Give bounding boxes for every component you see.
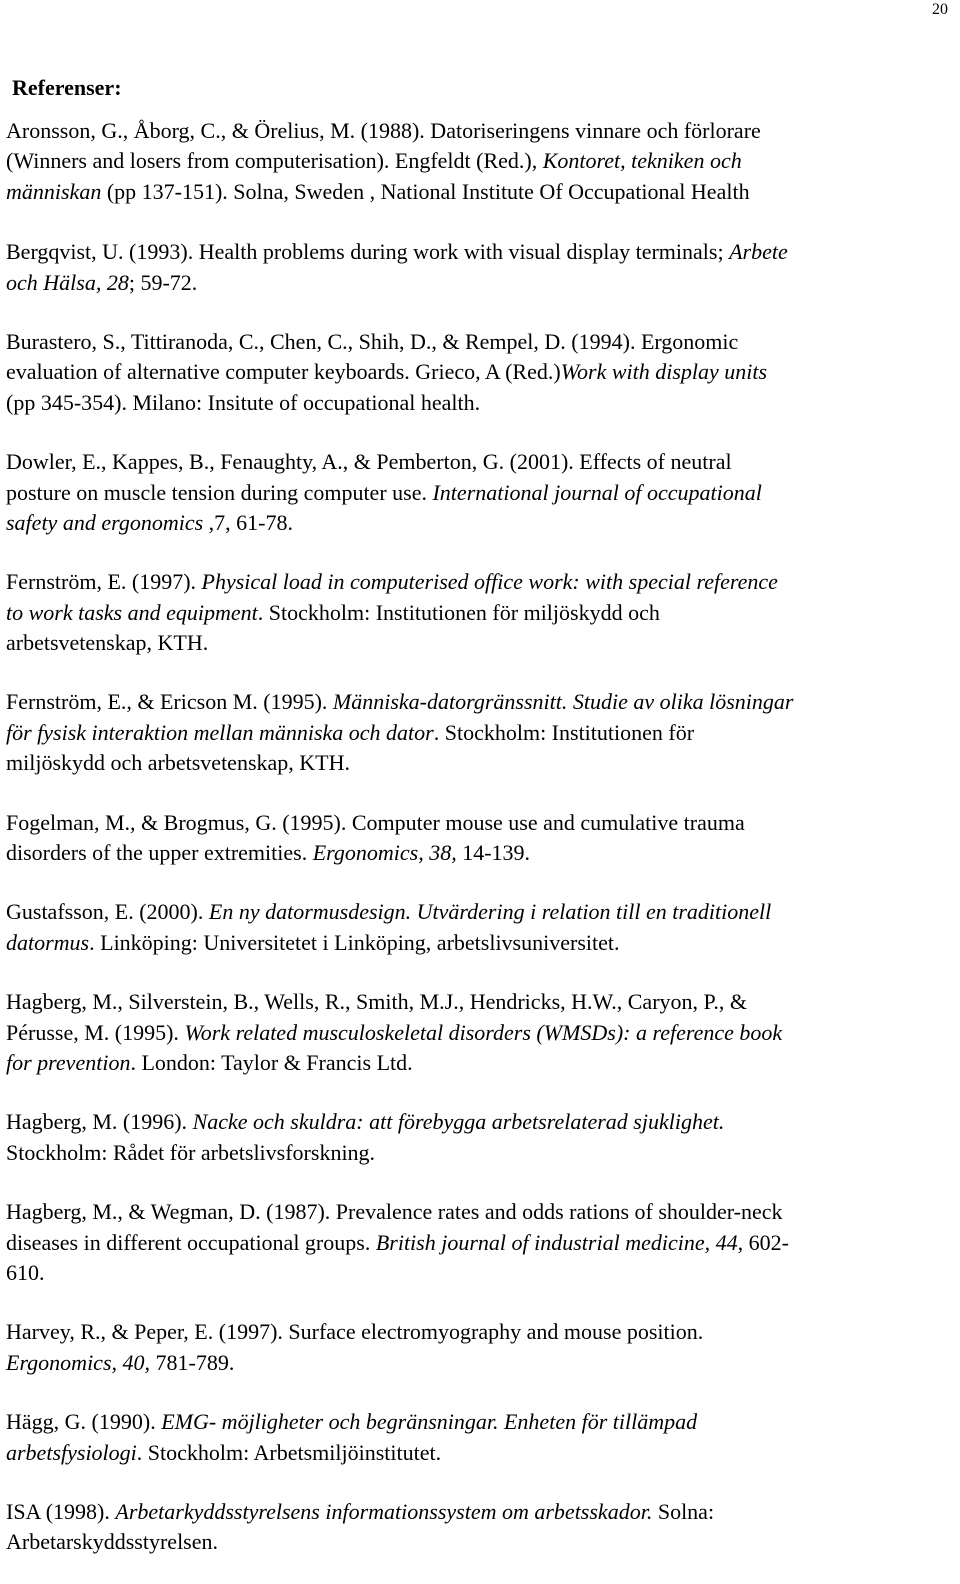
reference-line — [6, 237, 946, 267]
reference-entry — [6, 987, 946, 1078]
reference-text: Hagberg, M. (1996). — [6, 1109, 193, 1135]
reference-italic-text: och Hälsa, 28 — [6, 269, 129, 295]
reference-line — [6, 748, 946, 778]
reference-entry — [6, 116, 946, 207]
reference-italic-text: Nacke och skuldra: att förebygga arbetsrelaterad sjuklighet. — [192, 1109, 725, 1135]
reference-line — [6, 567, 946, 597]
reference-italic-text: EMG- möjligheter och begränsningar. Enheten för tillämpad — [161, 1409, 698, 1435]
reference-italic-text: Arbete — [729, 239, 788, 265]
reference-text: ,7, 61-78. — [203, 509, 293, 535]
reference-line — [6, 1018, 946, 1048]
reference-line — [6, 447, 946, 477]
reference-italic-text: Människa-datorgränssnitt. Studie av olika lösningar — [332, 689, 794, 715]
reference-italic-text: datormus — [6, 929, 90, 955]
reference-entry — [6, 567, 946, 658]
reference-line — [6, 1348, 946, 1378]
reference-text: Pérusse, M. (1995). — [6, 1019, 185, 1045]
reference-line — [6, 1407, 946, 1437]
reference-text: Dowler, E., Kappes, B., Fenaughty, A., & Pemberton, G. (2001). Effects of neutral — [6, 449, 732, 475]
reference-text: ISA (1998). — [6, 1498, 116, 1524]
reference-text: Fogelman, M., & Brogmus, G. (1995). Computer mouse use and cumulative trauma — [6, 809, 745, 835]
reference-line — [6, 327, 946, 357]
reference-entry — [6, 1317, 946, 1378]
reference-line — [6, 1317, 946, 1347]
reference-text: arbetsvetenskap, KTH. — [6, 630, 209, 656]
reference-line — [6, 1258, 946, 1288]
reference-entry — [6, 1197, 946, 1288]
reference-line — [6, 987, 946, 1017]
reference-line — [6, 177, 946, 207]
reference-text: Hagberg, M., Silverstein, B., Wells, R., Smith, M.J., Hendricks, H.W., Caryon, P., & — [6, 989, 747, 1015]
reference-text: Stockholm: Rådet för arbetslivsforskning. — [6, 1139, 376, 1165]
reference-text: posture on muscle tension during computer use. — [6, 479, 433, 505]
reference-text: . London: Taylor & Francis Ltd. — [130, 1049, 413, 1075]
reference-line — [6, 1497, 946, 1527]
reference-text: disorders of the upper extremities. — [6, 840, 313, 866]
reference-text: Gustafsson, E. (2000). — [6, 899, 209, 925]
reference-text: (Winners and losers from computerisation). Engfeldt (Red.), — [6, 148, 543, 174]
reference-line — [6, 1048, 946, 1078]
reference-text: Fernström, E. (1997). — [6, 569, 202, 595]
reference-line — [6, 146, 946, 176]
reference-text: Hagberg, M., & Wegman, D. (1987). Prevalence rates and odds rations of shoulder-neck — [6, 1199, 783, 1225]
reference-line — [6, 1138, 946, 1168]
reference-italic-text: Arbetarkyddsstyrelsens informationssystem om arbetsskador. — [115, 1498, 653, 1524]
reference-line — [6, 897, 946, 927]
reference-line — [6, 808, 946, 838]
reference-line — [6, 687, 946, 717]
reference-italic-text: arbetsfysiologi — [6, 1439, 137, 1465]
page-number: 20 — [932, 1, 948, 18]
reference-line — [6, 1438, 946, 1468]
reference-text: Arbetarskyddsstyrelsen. — [6, 1529, 219, 1555]
reference-italic-text: Kontoret, tekniken och — [542, 148, 742, 174]
reference-italic-text: International journal of occupational — [432, 479, 762, 505]
reference-entry — [6, 1107, 946, 1168]
reference-text: Burastero, S., Tittiranoda, C., Chen, C., Shih, D., & Rempel, D. (1994). Ergonomic — [6, 328, 739, 354]
reference-text: (pp 137-151). Solna, Sweden , National Institute Of Occupational Health — [101, 178, 750, 204]
reference-italic-text: to work tasks and equipment — [6, 599, 258, 625]
reference-line — [6, 928, 946, 958]
reference-entry — [6, 447, 946, 538]
reference-text: 610. — [6, 1259, 45, 1285]
reference-text: ; 59-72. — [128, 269, 198, 295]
reference-text: evaluation of alternative computer keyboards. Grieco, A (Red.) — [6, 359, 561, 385]
reference-entry — [6, 327, 946, 418]
reference-italic-text: safety and ergonomics — [6, 509, 204, 535]
reference-text: Aronsson, G., Åborg, C., & Örelius, M. (1988). Datoriseringens vinnare och förlorare — [6, 118, 761, 143]
reference-italic-text: Physical load in computerised office work: with special reference — [201, 569, 778, 595]
reference-text: . Stockholm: Arbetsmiljöinstitutet. — [136, 1439, 442, 1465]
reference-text: Solna: — [652, 1498, 715, 1524]
reference-text: . Linköping: Universitetet i Linköping, arbetslivsuniversitet. — [89, 929, 620, 955]
reference-line — [6, 116, 946, 146]
reference-line — [6, 388, 946, 418]
reference-entry — [6, 687, 946, 778]
reference-line — [6, 1197, 946, 1227]
reference-line — [6, 718, 946, 748]
reference-italic-text: En ny datormusdesign. Utvärdering i relation till en traditionell — [208, 899, 772, 925]
reference-line — [6, 628, 946, 658]
reference-italic-text: för fysisk interaktion mellan människa och dator — [6, 719, 434, 745]
reference-text: 14-139. — [456, 840, 531, 866]
reference-entry — [6, 1407, 946, 1468]
reference-line — [6, 838, 946, 868]
reference-entry — [6, 897, 946, 958]
reference-line — [6, 357, 946, 387]
reference-line — [6, 508, 946, 538]
reference-text: . Stockholm: Institutionen för miljöskydd och — [257, 599, 660, 625]
reference-list — [6, 116, 946, 1558]
reference-text: 602- — [743, 1229, 789, 1255]
reference-text: miljöskydd och arbetsvetenskap, KTH. — [6, 750, 350, 776]
reference-text: Hägg, G. (1990). — [6, 1409, 162, 1435]
reference-italic-text: Ergonomics, 38, — [312, 840, 457, 866]
reference-line — [6, 1228, 946, 1258]
reference-text: Bergqvist, U. (1993). Health problems during work with visual display terminals; — [6, 239, 730, 265]
reference-line — [6, 268, 946, 298]
reference-text: Fernström, E., & Ericson M. (1995). — [6, 689, 333, 715]
reference-entry — [6, 1497, 946, 1558]
reference-italic-text: Work related musculoskeletal disorders (WMSDs): a reference book — [184, 1019, 783, 1045]
reference-line — [6, 478, 946, 508]
reference-text: (pp 345-354). Milano: Insitute of occupational health. — [6, 389, 481, 415]
reference-italic-text: människan — [6, 178, 102, 204]
reference-text: . Stockholm: Institutionen för — [433, 719, 695, 745]
references-heading: Referenser: — [12, 75, 122, 100]
reference-italic-text: British journal of industrial medicine, 44, — [375, 1229, 744, 1255]
reference-text: 781-789. — [150, 1349, 235, 1375]
reference-italic-text: for prevention — [6, 1049, 131, 1075]
reference-line — [6, 1107, 946, 1137]
reference-entry — [6, 808, 946, 869]
reference-text: Harvey, R., & Peper, E. (1997). Surface electromyography and mouse position. — [6, 1319, 704, 1345]
reference-entry — [6, 237, 946, 298]
reference-text: diseases in different occupational groups. — [6, 1229, 376, 1255]
reference-italic-text: Ergonomics, 40, — [6, 1349, 151, 1375]
reference-italic-text: Work with display units — [560, 359, 768, 385]
reference-line — [6, 598, 946, 628]
reference-line — [6, 1527, 946, 1557]
